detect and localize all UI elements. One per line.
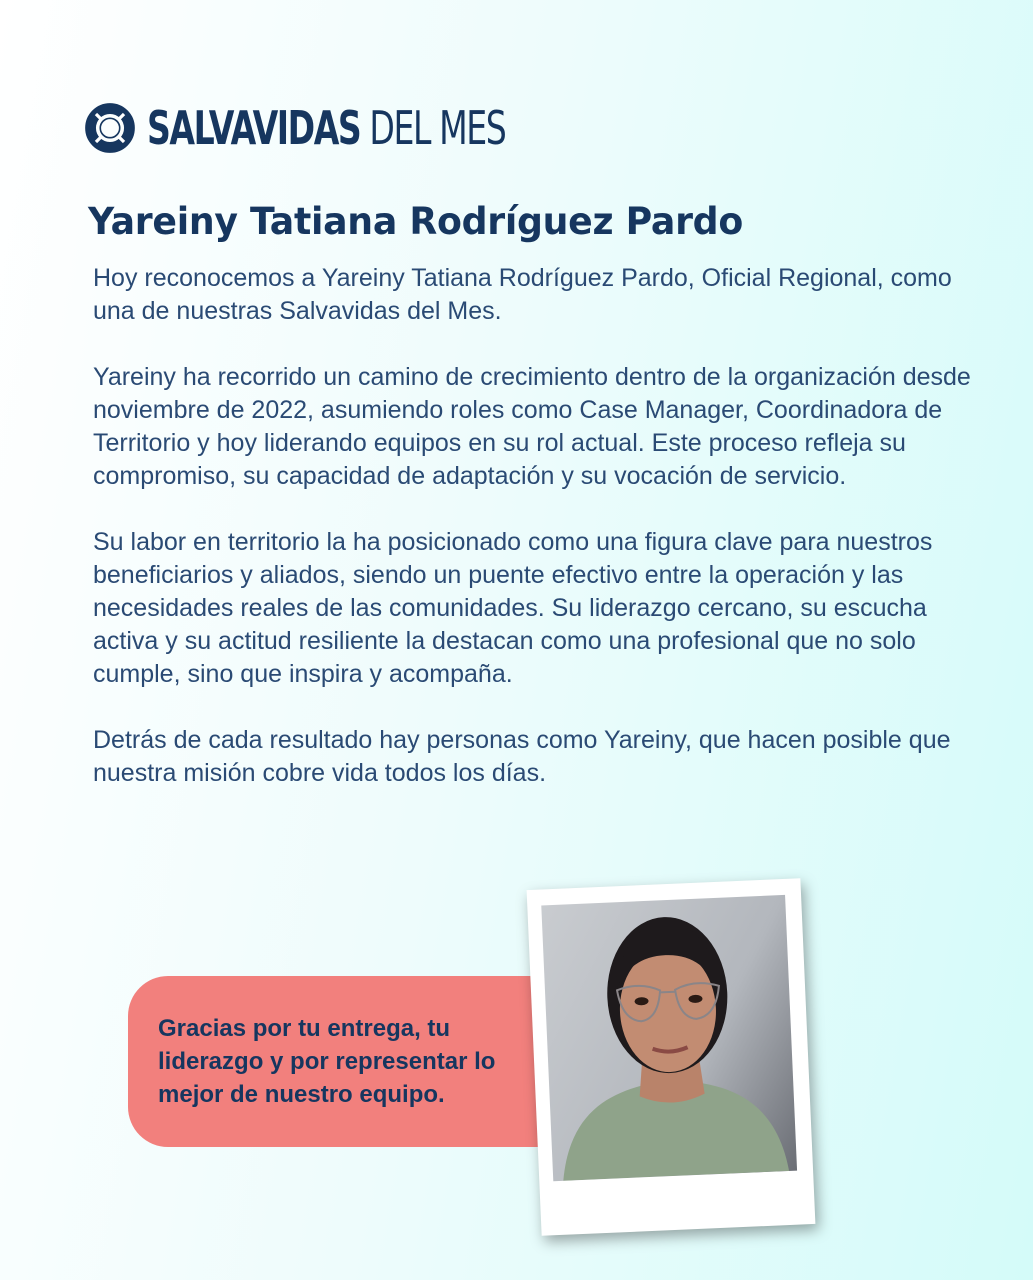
quote-text: Gracias por tu entrega, tu liderazgo y por representar lo mejor de nuestro equipo. — [158, 1015, 496, 1108]
polaroid-frame — [527, 878, 816, 1236]
body-text — [93, 262, 973, 823]
brand-light: DEL MES — [360, 101, 506, 155]
paragraph-2: Yareiny ha recorrido un camino de crecimiento dentro de la organización desde noviembre de 2022, asumiendo roles como Case Manager, Coordinadora de Territorio y hoy liderando equipos en su rol actual. Este proceso refleja su compromiso, su capacidad de adaptación y su vocación de servicio. — [93, 363, 971, 490]
paragraph-4: Detrás de cada resultado hay personas como Yareiny, que hacen posible que nuestra misión cobre vida todos los días. — [93, 726, 951, 787]
brand-wordmark — [147, 101, 506, 155]
paragraph-3: Su labor en territorio la ha posicionado como una figura clave para nuestros beneficiarios y aliados, siendo un puente efectivo entre la operación y las necesidades reales de las comunidades. Su liderazgo cercano, su escucha activa y su actitud resiliente la destacan como una profesional que no solo cumple, sino que inspira y acompaña. — [93, 528, 933, 688]
portrait-photo — [541, 895, 797, 1181]
page-title: Yareiny Tatiana Rodríguez Pardo — [88, 200, 743, 243]
paragraph-1: Hoy reconocemos a Yareiny Tatiana Rodríguez Pardo, Oficial Regional, como una de nuestras Salvavidas del Mes. — [93, 264, 952, 325]
lifebuoy-icon — [83, 101, 137, 155]
brand-bold: SALVAVIDAS — [147, 101, 361, 155]
quote-box — [128, 976, 598, 1147]
brand-logo — [83, 96, 645, 160]
